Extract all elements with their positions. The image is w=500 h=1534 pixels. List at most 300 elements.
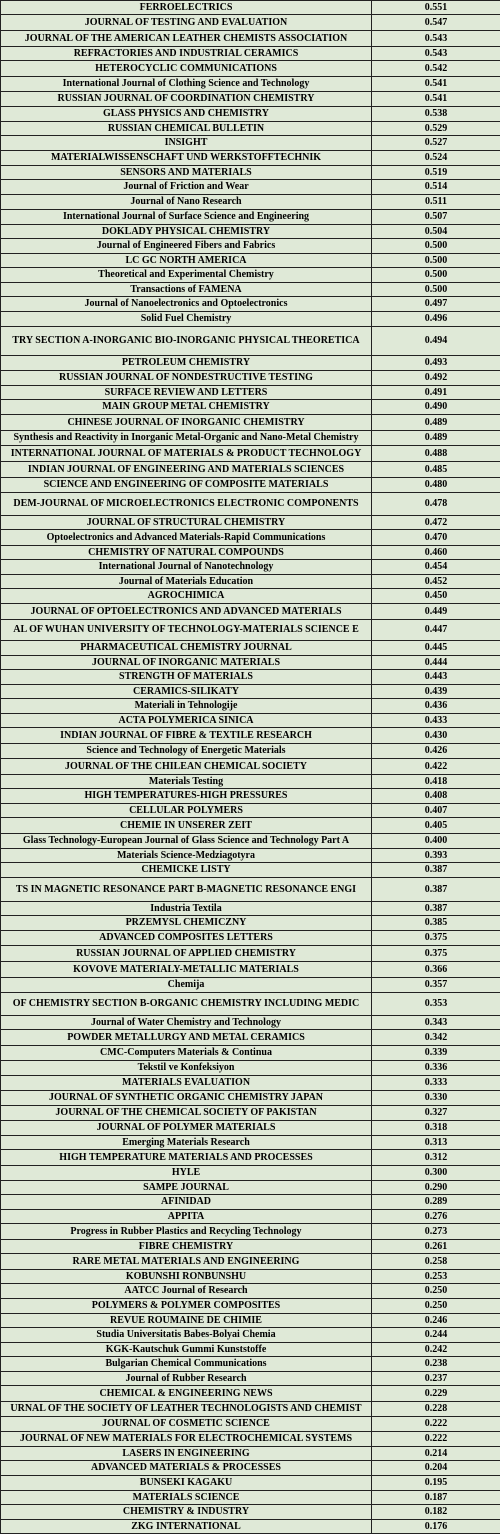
- journal-name-cell: REFRACTORIES AND INDUSTRIAL CERAMICS: [1, 47, 372, 61]
- impact-factor-cell: 0.430: [372, 728, 500, 744]
- impact-factor-cell: 0.318: [372, 1121, 500, 1136]
- table-row: [1, 670, 500, 685]
- impact-factor-cell: 0.342: [372, 1030, 500, 1046]
- table-row: [1, 1224, 500, 1240]
- table-row: [1, 268, 500, 283]
- impact-factor-cell: 0.339: [372, 1046, 500, 1061]
- journal-name-cell: Science and Technology of Energetic Materials: [1, 744, 372, 759]
- table-row: [1, 993, 500, 1016]
- impact-factor-cell: 0.426: [372, 744, 500, 759]
- impact-factor-cell: 0.439: [372, 685, 500, 699]
- impact-factor-cell: 0.511: [372, 195, 500, 210]
- table-row: [1, 1447, 500, 1461]
- impact-factor-cell: 0.514: [372, 180, 500, 195]
- table-row: [1, 1520, 500, 1534]
- table-row: [1, 1357, 500, 1372]
- table-row: [1, 47, 500, 61]
- impact-factor-cell: 0.214: [372, 1447, 500, 1461]
- journal-name-cell: DOKLADY PHYSICAL CHEMISTRY: [1, 225, 372, 239]
- journal-name-cell: SURFACE REVIEW AND LETTERS: [1, 386, 372, 400]
- impact-factor-cell: 0.485: [372, 462, 500, 478]
- impact-factor-cell: 0.489: [372, 431, 500, 446]
- journal-name-cell: International Journal of Surface Science and Engineering: [1, 210, 372, 225]
- table-row: [1, 478, 500, 493]
- impact-factor-cell: 0.472: [372, 516, 500, 530]
- journal-name-cell: JOURNAL OF THE CHEMICAL SOCIETY OF PAKISTAN: [1, 1106, 372, 1121]
- journal-name-cell: INSIGHT: [1, 136, 372, 151]
- impact-factor-cell: 0.258: [372, 1254, 500, 1270]
- table-row: [1, 759, 500, 775]
- impact-factor-cell: 0.478: [372, 493, 500, 516]
- journal-name-cell: International Journal of Clothing Science and Technology: [1, 77, 372, 92]
- table-row: [1, 1091, 500, 1106]
- journal-name-cell: CHEMISTRY & INDUSTRY: [1, 1505, 372, 1520]
- table-row: [1, 446, 500, 462]
- table-row: [1, 1030, 500, 1046]
- impact-factor-cell: 0.222: [372, 1417, 500, 1432]
- table-row: [1, 728, 500, 744]
- impact-factor-cell: 0.460: [372, 546, 500, 560]
- journal-name-cell: POWDER METALLURGY AND METAL CERAMICS: [1, 1030, 372, 1046]
- table-row: [1, 1432, 500, 1447]
- table-row: [1, 1491, 500, 1505]
- impact-factor-cell: 0.500: [372, 239, 500, 254]
- table-row: [1, 61, 500, 77]
- impact-factor-cell: 0.489: [372, 415, 500, 431]
- table-row: [1, 685, 500, 699]
- journal-name-cell: Chemija: [1, 978, 372, 993]
- journal-name-cell: Journal of Water Chemistry and Technology: [1, 1016, 372, 1030]
- table-row: [1, 1195, 500, 1210]
- impact-factor-cell: 0.496: [372, 312, 500, 327]
- impact-factor-cell: 0.491: [372, 386, 500, 400]
- journal-name-cell: RUSSIAN CHEMICAL BULLETIN: [1, 122, 372, 136]
- table-row: [1, 789, 500, 804]
- table-row: [1, 1417, 500, 1432]
- table-row: [1, 1016, 500, 1030]
- journal-name-cell: REVUE ROUMAINE DE CHIMIE: [1, 1314, 372, 1328]
- table-row: [1, 107, 500, 122]
- journal-name-cell: CHEMICKE LISTY: [1, 863, 372, 878]
- journal-name-cell: Bulgarian Chemical Communications: [1, 1357, 372, 1372]
- table-row: [1, 356, 500, 371]
- table-row: [1, 978, 500, 993]
- impact-factor-cell: 0.500: [372, 283, 500, 297]
- journal-name-cell: JOURNAL OF POLYMER MATERIALS: [1, 1121, 372, 1136]
- impact-factor-cell: 0.336: [372, 1061, 500, 1076]
- table-row: [1, 1254, 500, 1270]
- impact-factor-cell: 0.276: [372, 1210, 500, 1224]
- table-row: [1, 1476, 500, 1491]
- impact-factor-cell: 0.333: [372, 1076, 500, 1091]
- table-row: [1, 604, 500, 620]
- journal-name-cell: RUSSIAN JOURNAL OF COORDINATION CHEMISTRY: [1, 92, 372, 107]
- table-row: [1, 589, 500, 604]
- journal-name-cell: TS IN MAGNETIC RESONANCE PART B-MAGNETIC RESONANCE ENGI: [1, 878, 372, 902]
- journal-name-cell: SENSORS AND MATERIALS: [1, 166, 372, 180]
- table-row: [1, 1150, 500, 1166]
- journal-name-cell: STRENGTH OF MATERIALS: [1, 670, 372, 685]
- table-row: [1, 400, 500, 415]
- journal-name-cell: Journal of Nanoelectronics and Optoelectronics: [1, 297, 372, 312]
- journal-name-cell: LC GC NORTH AMERICA: [1, 254, 372, 268]
- impact-factor-cell: 0.490: [372, 400, 500, 415]
- journal-name-cell: JOURNAL OF THE AMERICAN LEATHER CHEMISTS ASSOCIATION: [1, 31, 372, 47]
- journal-name-cell: Theoretical and Experimental Chemistry: [1, 268, 372, 283]
- journal-name-cell: JOURNAL OF NEW MATERIALS FOR ELECTROCHEMICAL SYSTEMS: [1, 1432, 372, 1447]
- journal-name-cell: CERAMICS-SILIKATY: [1, 685, 372, 699]
- journal-name-cell: Transactions of FAMENA: [1, 283, 372, 297]
- table-row: [1, 462, 500, 478]
- impact-factor-cell: 0.443: [372, 670, 500, 685]
- journal-name-cell: Tekstil ve Konfeksiyon: [1, 1061, 372, 1076]
- impact-factor-cell: 0.242: [372, 1343, 500, 1357]
- journal-name-cell: AGROCHIMICA: [1, 589, 372, 604]
- impact-factor-cell: 0.433: [372, 714, 500, 728]
- impact-factor-cell: 0.408: [372, 789, 500, 804]
- table-row: [1, 1328, 500, 1343]
- journal-name-cell: BUNSEKI KAGAKU: [1, 1476, 372, 1491]
- table-row: [1, 122, 500, 136]
- impact-factor-cell: 0.524: [372, 151, 500, 166]
- impact-factor-cell: 0.330: [372, 1091, 500, 1106]
- impact-factor-cell: 0.387: [372, 902, 500, 916]
- table-row: [1, 656, 500, 670]
- journal-name-cell: INDIAN JOURNAL OF FIBRE & TEXTILE RESEARCH: [1, 728, 372, 744]
- table-row: [1, 1299, 500, 1314]
- table-row: [1, 916, 500, 931]
- journal-name-cell: MATERIALWISSENSCHAFT UND WERKSTOFFTECHNIK: [1, 151, 372, 166]
- table-row: [1, 1106, 500, 1121]
- journal-name-cell: OF CHEMISTRY SECTION B-ORGANIC CHEMISTRY INCLUDING MEDIC: [1, 993, 372, 1016]
- impact-factor-cell: 0.497: [372, 297, 500, 312]
- impact-factor-cell: 0.445: [372, 641, 500, 656]
- impact-factor-cell: 0.195: [372, 1476, 500, 1491]
- journal-name-cell: AFINIDAD: [1, 1195, 372, 1210]
- impact-factor-cell: 0.507: [372, 210, 500, 225]
- impact-factor-cell: 0.543: [372, 31, 500, 47]
- journal-table-body: [1, 1, 500, 1534]
- table-row: [1, 1121, 500, 1136]
- table-row: [1, 575, 500, 589]
- table-row: [1, 946, 500, 962]
- impact-factor-cell: 0.450: [372, 589, 500, 604]
- impact-factor-cell: 0.400: [372, 834, 500, 849]
- impact-factor-cell: 0.538: [372, 107, 500, 122]
- impact-factor-cell: 0.418: [372, 775, 500, 789]
- table-row: [1, 1166, 500, 1181]
- table-row: [1, 431, 500, 446]
- journal-name-cell: Studia Universitatis Babes-Bolyai Chemia: [1, 1328, 372, 1343]
- impact-factor-cell: 0.385: [372, 916, 500, 931]
- table-row: [1, 327, 500, 356]
- impact-factor-cell: 0.253: [372, 1270, 500, 1284]
- journal-name-cell: MATERIALS EVALUATION: [1, 1076, 372, 1091]
- impact-factor-cell: 0.187: [372, 1491, 500, 1505]
- journal-name-cell: RARE METAL MATERIALS AND ENGINEERING: [1, 1254, 372, 1270]
- journal-name-cell: TRY SECTION A-INORGANIC BIO-INORGANIC PHYSICAL THEORETICA: [1, 327, 372, 356]
- journal-name-cell: PRZEMYSL CHEMICZNY: [1, 916, 372, 931]
- impact-factor-cell: 0.542: [372, 61, 500, 77]
- journal-name-cell: CHEMICAL & ENGINEERING NEWS: [1, 1386, 372, 1402]
- impact-factor-cell: 0.449: [372, 604, 500, 620]
- journal-name-cell: CHEMIE IN UNSERER ZEIT: [1, 818, 372, 834]
- table-row: [1, 92, 500, 107]
- table-row: [1, 931, 500, 946]
- table-row: [1, 151, 500, 166]
- impact-factor-cell: 0.312: [372, 1150, 500, 1166]
- journal-name-cell: International Journal of Nanotechnology: [1, 560, 372, 575]
- journal-name-cell: ACTA POLYMERICA SINICA: [1, 714, 372, 728]
- table-row: [1, 312, 500, 327]
- impact-factor-cell: 0.366: [372, 962, 500, 978]
- impact-factor-cell: 0.300: [372, 1166, 500, 1181]
- table-row: [1, 225, 500, 239]
- table-row: [1, 493, 500, 516]
- journal-name-cell: URNAL OF THE SOCIETY OF LEATHER TECHNOLOGISTS AND CHEMIST: [1, 1402, 372, 1417]
- journal-name-cell: SAMPE JOURNAL: [1, 1181, 372, 1195]
- journal-name-cell: KOBUNSHI RONBUNSHU: [1, 1270, 372, 1284]
- table-row: [1, 1402, 500, 1417]
- journal-name-cell: CHINESE JOURNAL OF INORGANIC CHEMISTRY: [1, 415, 372, 431]
- journal-name-cell: CMC-Computers Materials & Continua: [1, 1046, 372, 1061]
- journal-name-cell: JOURNAL OF THE CHILEAN CHEMICAL SOCIETY: [1, 759, 372, 775]
- table-row: [1, 180, 500, 195]
- table-row: [1, 166, 500, 180]
- journal-name-cell: JOURNAL OF OPTOELECTRONICS AND ADVANCED MATERIALS: [1, 604, 372, 620]
- impact-factor-cell: 0.436: [372, 699, 500, 714]
- impact-factor-cell: 0.289: [372, 1195, 500, 1210]
- impact-factor-cell: 0.250: [372, 1284, 500, 1299]
- journal-name-cell: Journal of Engineered Fibers and Fabrics: [1, 239, 372, 254]
- impact-factor-cell: 0.405: [372, 818, 500, 834]
- table-row: [1, 371, 500, 386]
- table-row: [1, 1240, 500, 1254]
- journal-name-cell: Materiali in Tehnologije: [1, 699, 372, 714]
- journal-name-cell: Optoelectronics and Advanced Materials-Rapid Communications: [1, 530, 372, 546]
- journal-name-cell: HIGH TEMPERATURES-HIGH PRESSURES: [1, 789, 372, 804]
- journal-name-cell: ZKG INTERNATIONAL: [1, 1520, 372, 1534]
- impact-factor-cell: 0.547: [372, 15, 500, 31]
- table-row: [1, 1505, 500, 1520]
- journal-name-cell: JOURNAL OF COSMETIC SCIENCE: [1, 1417, 372, 1432]
- journal-name-cell: Emerging Materials Research: [1, 1136, 372, 1150]
- table-row: [1, 210, 500, 225]
- journal-name-cell: Industria Textila: [1, 902, 372, 916]
- table-row: [1, 1210, 500, 1224]
- table-row: [1, 714, 500, 728]
- journal-name-cell: RUSSIAN JOURNAL OF NONDESTRUCTIVE TESTING: [1, 371, 372, 386]
- impact-factor-cell: 0.541: [372, 92, 500, 107]
- journal-name-cell: FERROELECTRICS: [1, 1, 372, 15]
- impact-factor-cell: 0.246: [372, 1314, 500, 1328]
- impact-factor-cell: 0.375: [372, 931, 500, 946]
- impact-factor-cell: 0.238: [372, 1357, 500, 1372]
- journal-name-cell: Journal of Materials Education: [1, 575, 372, 589]
- table-row: [1, 1343, 500, 1357]
- journal-name-cell: CHEMISTRY OF NATURAL COMPOUNDS: [1, 546, 372, 560]
- impact-factor-cell: 0.327: [372, 1106, 500, 1121]
- impact-factor-cell: 0.176: [372, 1520, 500, 1534]
- table-row: [1, 386, 500, 400]
- table-row: [1, 1181, 500, 1195]
- journal-name-cell: Journal of Rubber Research: [1, 1372, 372, 1386]
- impact-factor-cell: 0.290: [372, 1181, 500, 1195]
- impact-factor-cell: 0.488: [372, 446, 500, 462]
- table-row: [1, 641, 500, 656]
- impact-factor-cell: 0.222: [372, 1432, 500, 1447]
- table-row: [1, 1314, 500, 1328]
- table-row: [1, 804, 500, 818]
- table-row: [1, 31, 500, 47]
- journal-name-cell: FIBRE CHEMISTRY: [1, 1240, 372, 1254]
- impact-factor-cell: 0.387: [372, 878, 500, 902]
- table-row: [1, 1046, 500, 1061]
- table-row: [1, 902, 500, 916]
- journal-name-cell: JOURNAL OF TESTING AND EVALUATION: [1, 15, 372, 31]
- journal-name-cell: RUSSIAN JOURNAL OF APPLIED CHEMISTRY: [1, 946, 372, 962]
- impact-factor-cell: 0.543: [372, 47, 500, 61]
- journal-name-cell: Glass Technology-European Journal of Glass Science and Technology Part A: [1, 834, 372, 849]
- table-row: [1, 1270, 500, 1284]
- journal-name-cell: KOVOVE MATERIALY-METALLIC MATERIALS: [1, 962, 372, 978]
- table-row: [1, 834, 500, 849]
- impact-factor-cell: 0.551: [372, 1, 500, 15]
- impact-factor-cell: 0.261: [372, 1240, 500, 1254]
- journal-name-cell: Solid Fuel Chemistry: [1, 312, 372, 327]
- journal-name-cell: INTERNATIONAL JOURNAL OF MATERIALS & PRODUCT TECHNOLOGY: [1, 446, 372, 462]
- journal-name-cell: CELLULAR POLYMERS: [1, 804, 372, 818]
- journal-name-cell: JOURNAL OF INORGANIC MATERIALS: [1, 656, 372, 670]
- table-row: [1, 1061, 500, 1076]
- journal-name-cell: GLASS PHYSICS AND CHEMISTRY: [1, 107, 372, 122]
- impact-factor-cell: 0.182: [372, 1505, 500, 1520]
- impact-factor-cell: 0.454: [372, 560, 500, 575]
- journal-name-cell: APPITA: [1, 1210, 372, 1224]
- impact-factor-cell: 0.519: [372, 166, 500, 180]
- journal-name-cell: Journal of Friction and Wear: [1, 180, 372, 195]
- impact-factor-cell: 0.500: [372, 254, 500, 268]
- table-row: [1, 849, 500, 863]
- impact-factor-cell: 0.237: [372, 1372, 500, 1386]
- table-row: [1, 1076, 500, 1091]
- impact-factor-cell: 0.244: [372, 1328, 500, 1343]
- impact-factor-cell: 0.313: [372, 1136, 500, 1150]
- table-row: [1, 818, 500, 834]
- journal-name-cell: HYLE: [1, 1166, 372, 1181]
- journal-name-cell: INDIAN JOURNAL OF ENGINEERING AND MATERIALS SCIENCES: [1, 462, 372, 478]
- table-row: [1, 1284, 500, 1299]
- impact-factor-cell: 0.343: [372, 1016, 500, 1030]
- journal-name-cell: LASERS IN ENGINEERING: [1, 1447, 372, 1461]
- table-row: [1, 1461, 500, 1476]
- journal-name-cell: ADVANCED MATERIALS & PROCESSES: [1, 1461, 372, 1476]
- table-row: [1, 863, 500, 878]
- table-row: [1, 775, 500, 789]
- journal-name-cell: MAIN GROUP METAL CHEMISTRY: [1, 400, 372, 415]
- impact-factor-cell: 0.452: [372, 575, 500, 589]
- table-row: [1, 239, 500, 254]
- impact-factor-cell: 0.527: [372, 136, 500, 151]
- impact-factor-cell: 0.250: [372, 1299, 500, 1314]
- journal-name-cell: DEM-JOURNAL OF MICROELECTRONICS ELECTRONIC COMPONENTS: [1, 493, 372, 516]
- table-row: [1, 699, 500, 714]
- table-row: [1, 283, 500, 297]
- journal-name-cell: PHARMACEUTICAL CHEMISTRY JOURNAL: [1, 641, 372, 656]
- table-row: [1, 620, 500, 641]
- table-row: [1, 516, 500, 530]
- impact-factor-cell: 0.393: [372, 849, 500, 863]
- impact-factor-cell: 0.494: [372, 327, 500, 356]
- journal-name-cell: Materials Testing: [1, 775, 372, 789]
- journal-name-cell: MATERIALS SCIENCE: [1, 1491, 372, 1505]
- journal-name-cell: ADVANCED COMPOSITES LETTERS: [1, 931, 372, 946]
- table-row: [1, 744, 500, 759]
- journal-name-cell: HETEROCYCLIC COMMUNICATIONS: [1, 61, 372, 77]
- journal-name-cell: JOURNAL OF SYNTHETIC ORGANIC CHEMISTRY JAPAN: [1, 1091, 372, 1106]
- table-row: [1, 297, 500, 312]
- table-row: [1, 560, 500, 575]
- table-row: [1, 546, 500, 560]
- journal-name-cell: Journal of Nano Research: [1, 195, 372, 210]
- impact-factor-cell: 0.387: [372, 863, 500, 878]
- table-row: [1, 1136, 500, 1150]
- impact-factor-cell: 0.500: [372, 268, 500, 283]
- table-row: [1, 15, 500, 31]
- table-row: [1, 962, 500, 978]
- table-row: [1, 1386, 500, 1402]
- impact-factor-cell: 0.493: [372, 356, 500, 371]
- table-row: [1, 415, 500, 431]
- impact-factor-cell: 0.444: [372, 656, 500, 670]
- impact-factor-cell: 0.470: [372, 530, 500, 546]
- journal-name-cell: Materials Science-Medziagotyra: [1, 849, 372, 863]
- journal-name-cell: AL OF WUHAN UNIVERSITY OF TECHNOLOGY-MATERIALS SCIENCE E: [1, 620, 372, 641]
- journal-name-cell: HIGH TEMPERATURE MATERIALS AND PROCESSES: [1, 1150, 372, 1166]
- table-row: [1, 878, 500, 902]
- journal-name-cell: JOURNAL OF STRUCTURAL CHEMISTRY: [1, 516, 372, 530]
- impact-factor-cell: 0.541: [372, 77, 500, 92]
- table-row: [1, 195, 500, 210]
- table-row: [1, 530, 500, 546]
- impact-factor-cell: 0.353: [372, 993, 500, 1016]
- impact-factor-cell: 0.422: [372, 759, 500, 775]
- impact-factor-cell: 0.480: [372, 478, 500, 493]
- journal-name-cell: AATCC Journal of Research: [1, 1284, 372, 1299]
- impact-factor-cell: 0.229: [372, 1386, 500, 1402]
- journal-name-cell: PETROLEUM CHEMISTRY: [1, 356, 372, 371]
- table-row: [1, 77, 500, 92]
- impact-factor-cell: 0.357: [372, 978, 500, 993]
- impact-factor-cell: 0.447: [372, 620, 500, 641]
- journal-name-cell: SCIENCE AND ENGINEERING OF COMPOSITE MATERIALS: [1, 478, 372, 493]
- impact-factor-cell: 0.228: [372, 1402, 500, 1417]
- impact-factor-cell: 0.492: [372, 371, 500, 386]
- impact-factor-cell: 0.375: [372, 946, 500, 962]
- impact-factor-cell: 0.273: [372, 1224, 500, 1240]
- table-row: [1, 1, 500, 15]
- impact-factor-cell: 0.407: [372, 804, 500, 818]
- table-row: [1, 254, 500, 268]
- impact-factor-cell: 0.529: [372, 122, 500, 136]
- table-row: [1, 136, 500, 151]
- journal-name-cell: KGK-Kautschuk Gummi Kunststoffe: [1, 1343, 372, 1357]
- journal-name-cell: Synthesis and Reactivity in Inorganic Metal-Organic and Nano-Metal Chemistry: [1, 431, 372, 446]
- impact-factor-cell: 0.204: [372, 1461, 500, 1476]
- impact-factor-cell: 0.504: [372, 225, 500, 239]
- journal-name-cell: Progress in Rubber Plastics and Recycling Technology: [1, 1224, 372, 1240]
- journal-name-cell: POLYMERS & POLYMER COMPOSITES: [1, 1299, 372, 1314]
